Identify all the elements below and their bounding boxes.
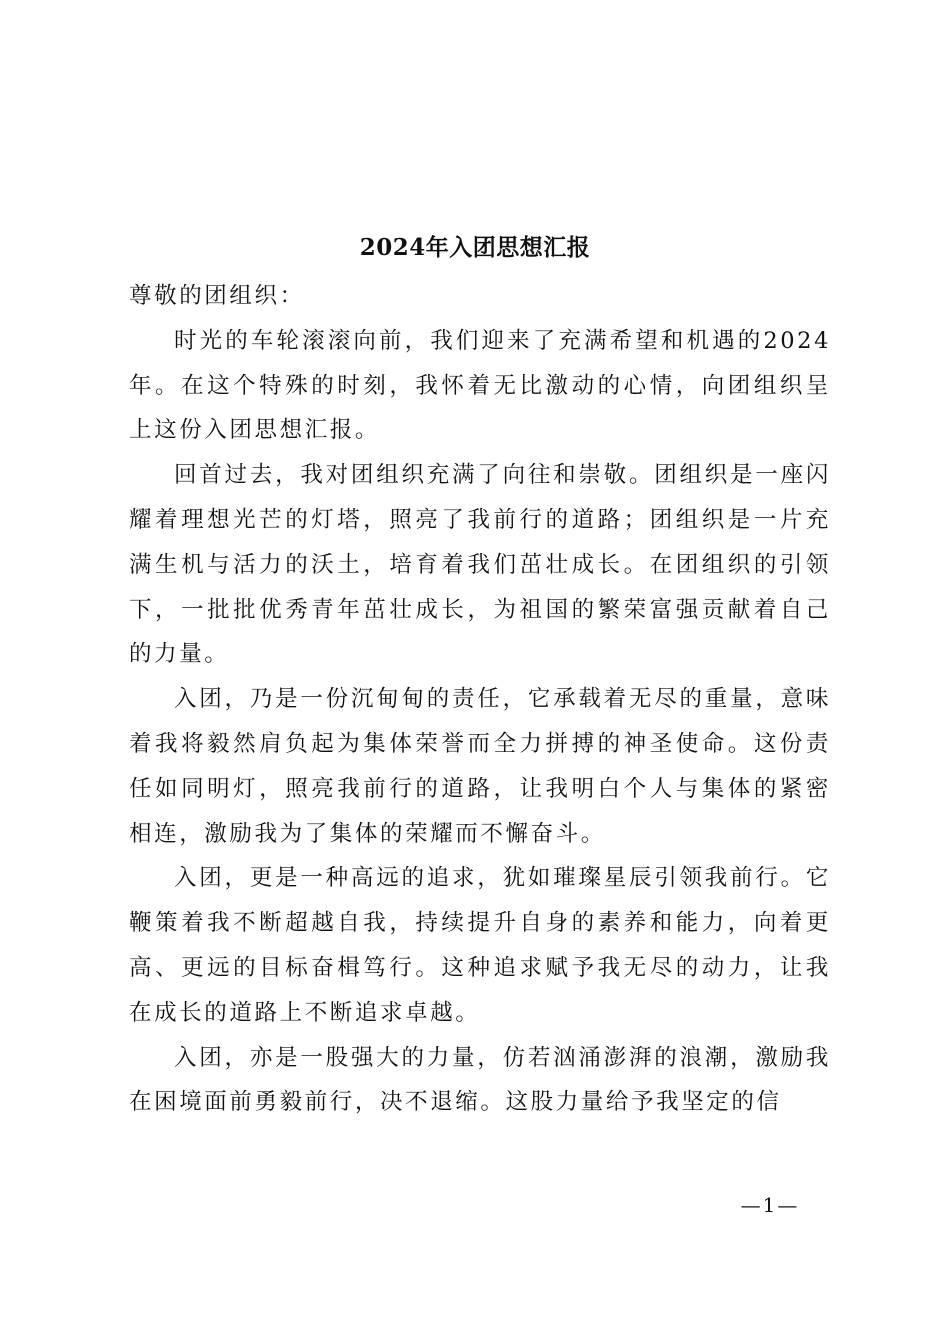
- page-number: —1—: [740, 1193, 800, 1217]
- paragraph-1: 时光的车轮滚滚向前，我们迎来了充满希望和机遇的2024年。在这个特殊的时刻，我怀着无比激动的心情，向团组织呈上这份入团思想汇报。: [129, 327, 831, 444]
- document-title: 2024年入团思想汇报: [359, 234, 591, 261]
- salutation: 尊敬的团组织：: [129, 283, 305, 309]
- paragraph-5: 入团，亦是一股强大的力量，仿若汹涌澎湃的浪潮，激励我在困境面前勇毅前行，决不退缩。这股力量给予我坚定的信: [129, 1044, 831, 1116]
- document-body: [129, 274, 831, 1125]
- paragraph-3: 入团，乃是一份沉甸甸的责任，它承载着无尽的重量，意味着我将毅然肩负起为集体荣誉而全力拼搏的神圣使命。这份责任如同明灯，照亮我前行的道路，让我明白个人与集体的紧密相连，激励我为了集体的荣耀而不懈奋斗。: [129, 686, 831, 847]
- paragraph-2: 回首过去，我对团组织充满了向往和崇敬。团组织是一座闪耀着理想光芒的灯塔，照亮了我前行的道路；团组织是一片充满生机与活力的沃土，培育着我们茁壮成长。在团组织的引领下，一批批优秀青年茁壮成长，为祖国的繁荣富强贡献着自己的力量。: [129, 462, 831, 668]
- paragraph-4: 入团，更是一种高远的追求，犹如璀璨星辰引领我前行。它鞭策着我不断超越自我，持续提升自身的素养和能力，向着更高、更远的目标奋楫笃行。这种追求赋予我无尽的动力，让我在成长的道路上不断追求卓越。: [129, 865, 831, 1026]
